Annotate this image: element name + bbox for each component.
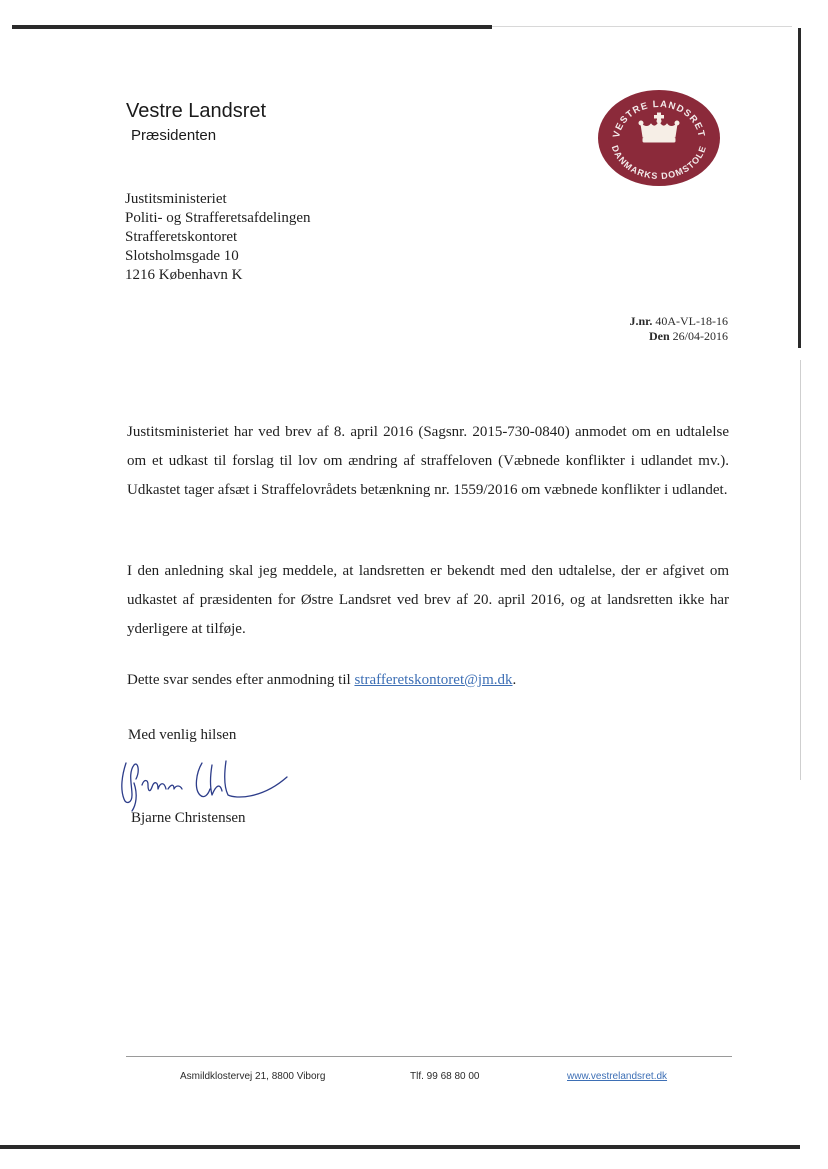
reference-block: [629, 314, 728, 344]
body-paragraph-1: Justitsministeriet har ved brev af 8. april 2016 (Sagsnr. 2015-730-0840) anmodet om en udtalelse om et udkast til forslag til lov om ændring af straffeloven (Væbnede konflikter i udlandet mv.). Udkastet tager afsæt i Straffelovrådets betænkning nr. 1559/2016 om væbnede konflikter i udlandet.: [127, 424, 729, 498]
jnr-label: J.nr.: [629, 314, 653, 328]
recipient-line: Politi- og Strafferetsafdelingen: [125, 210, 311, 226]
recipient-line: 1216 København K: [125, 267, 243, 283]
closing-greeting: Med venlig hilsen: [128, 727, 237, 743]
seal-top-text: VESTRE LANDSRET: [611, 98, 707, 139]
seal-bottom-text: DANMARKS DOMSTOLE: [609, 143, 709, 182]
paragraph-3-text: Dette svar sendes efter anmodning til: [127, 672, 351, 688]
jnr-value: 40A-VL-18-16: [655, 314, 728, 328]
recipient-line: Slotsholmsgade 10: [125, 248, 239, 264]
signer-name: Bjarne Christensen: [131, 810, 246, 826]
scan-edge-top: [12, 25, 492, 29]
footer-address: Asmildklostervej 21, 8800 Viborg: [180, 1071, 326, 1082]
court-name: Vestre Landsret: [126, 100, 267, 122]
paragraph-3-period: .: [512, 672, 517, 688]
handwritten-signature: [112, 755, 297, 815]
scan-edge-right: [798, 28, 801, 348]
recipient-line: Strafferetskontoret: [125, 229, 238, 245]
date-value: 26/04-2016: [672, 329, 728, 343]
date-label: Den: [648, 329, 670, 343]
court-office: Præsidenten: [131, 127, 217, 144]
footer-phone: Tlf. 99 68 80 00: [410, 1071, 480, 1082]
body-paragraph-3: [127, 670, 729, 690]
court-seal-logo: [597, 89, 721, 187]
recipient-line: Justitsministeriet: [125, 191, 227, 207]
scan-edge-right-thin: [800, 360, 801, 780]
recipient-address: [125, 190, 311, 285]
scan-edge-bottom: [0, 1145, 800, 1149]
footer-website-link[interactable]: www.vestrelandsret.dk: [567, 1071, 668, 1082]
email-link[interactable]: strafferetskontoret@jm.dk: [354, 672, 513, 688]
scan-edge-top-thin: [492, 26, 792, 27]
footer-divider: [126, 1056, 732, 1057]
body-paragraph-2: I den anledning skal jeg meddele, at landsretten er bekendt med den udtalelse, der er afgivet om udkastet af præsidenten for Østre Landsret ved brev af 20. april 2016, og at landsretten ikke har yderligere at tilføje.: [127, 563, 729, 637]
